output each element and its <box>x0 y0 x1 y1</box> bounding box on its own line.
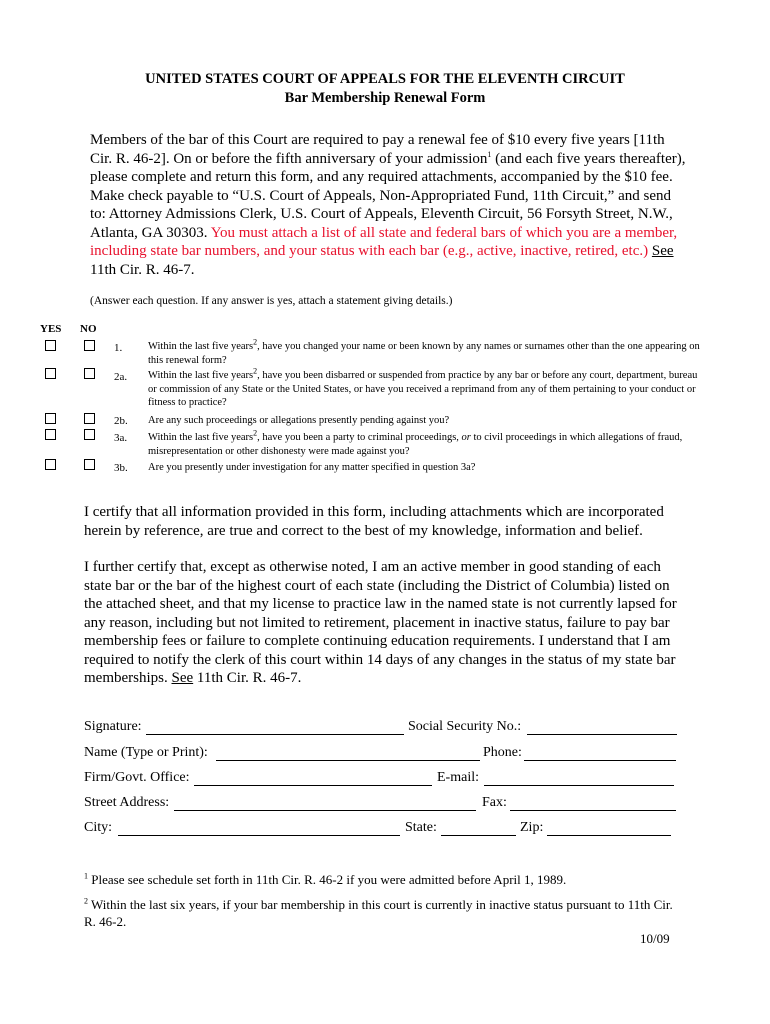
q1-yes-checkbox[interactable] <box>45 340 56 351</box>
q1-no-checkbox[interactable] <box>84 340 95 351</box>
q3b-text: Are you presently under investigation for any matter specified in question 3a? <box>148 462 476 473</box>
certification-rule-reference: 11th Cir. R. 46-7. <box>193 670 302 686</box>
state-label: State: <box>405 820 437 835</box>
email-label: E-mail: <box>437 770 479 785</box>
footnote-1 <box>84 871 684 888</box>
q3a-number: 3a. <box>114 432 128 444</box>
footnote-2-text: Within the last six years, if your bar membership in this court is currently in inactive status pursuant to 11th Cir. R. 46-2. <box>84 897 673 929</box>
answer-instructions: (Answer each question. If any answer is yes, attach a statement giving details.) <box>90 295 453 307</box>
ssn-input-line[interactable] <box>527 719 677 735</box>
no-column-label: NO <box>80 323 97 335</box>
form-revision-date: 10/09 <box>640 931 670 946</box>
footnote-1-number: 1 <box>84 871 88 881</box>
q2a-no-checkbox[interactable] <box>84 368 95 379</box>
intro-text-part2: (and each five years thereafter), please complete and return this form, and any required attachments, accompanied by the $10 fee. Make check payable to “U.S. Court of Appeals, Non-Appropriated Fund, 11th Circuit,” and send to: Attorney Admissions Clerk, U.S. Court of Appeals, Eleventh Circuit, 56 Forsyth Street, N.W., Atlanta, GA 30303. <box>90 150 686 241</box>
firm-row <box>84 770 680 788</box>
signature-label: Signature: <box>84 719 142 734</box>
q3b-number: 3b. <box>114 462 128 474</box>
see-reference: See <box>651 243 674 259</box>
q2a-text: Within the last five years$^2$, have you been disbarred or suspended from practice by any bar or before any court, department, bureau or commission of any State or the United States, or have you received a reprimand from any of them pertaining to your conduct or fitness to practice? <box>148 366 698 408</box>
court-name-heading: UNITED STATES COURT OF APPEALS FOR THE ELEVENTH CIRCUIT <box>145 71 625 87</box>
q2b-yes-checkbox[interactable] <box>45 413 56 424</box>
firm-input-line[interactable] <box>194 770 432 786</box>
name-row <box>84 745 680 763</box>
zip-label: Zip: <box>520 820 544 835</box>
street-label: Street Address: <box>84 795 170 810</box>
q3a-no-checkbox[interactable] <box>84 429 95 440</box>
q1-number: 1. <box>114 342 123 354</box>
q2b-text: Are any such proceedings or allegations presently pending against you? <box>148 415 450 426</box>
intro-text-part1: Members of the bar of this Court are required to pay a renewal fee of $10 every five years [11th Cir. R. 46-2]. On or before the fifth anniversary of your admission <box>90 132 665 167</box>
phone-label: Phone: <box>483 745 522 760</box>
form-title: Bar Membership Renewal Form <box>284 90 486 106</box>
street-input-line[interactable] <box>174 795 476 811</box>
ssn-label: Social Security No.: <box>408 719 522 734</box>
footnote-1-marker: 1 <box>487 149 492 159</box>
intro-paragraph <box>90 131 690 279</box>
q3a-yes-checkbox[interactable] <box>45 429 56 440</box>
phone-input-line[interactable] <box>524 745 676 761</box>
q2b-no-checkbox[interactable] <box>84 413 95 424</box>
q2b-number: 2b. <box>114 415 128 427</box>
yes-column-label: YES <box>40 323 62 335</box>
zip-input-line[interactable] <box>547 820 671 836</box>
attach-requirement-text: You must attach a list of all state and federal bars of which you are a member, including state bar numbers, and your status with each bar (e.g., active, inactive, retired, etc.) <box>90 224 678 259</box>
certification-see-reference: See <box>171 670 194 686</box>
city-row <box>84 820 680 838</box>
q3b-no-checkbox[interactable] <box>84 459 95 470</box>
state-input-line[interactable] <box>441 820 516 836</box>
signature-row <box>84 719 680 737</box>
street-row <box>84 795 680 813</box>
signature-input-line[interactable] <box>146 719 404 735</box>
certification-2-text: I further certify that, except as otherwise noted, I am an active member in good standing of each state bar or the bar of the highest court of each state (including the District of Columbia) listed on the attached sheet, and that my license to practice law in the named state is not currently lapsed for any reason, including but not limited to retirement, placement in inactive status, failure to pay bar membership fees or failure to complete continuing education requirements. I understand that I am required to notify the clerk of this court within 14 days of any changes in the status of my state bar memberships. <box>84 559 677 686</box>
email-input-line[interactable] <box>484 770 674 786</box>
city-label: City: <box>84 820 113 835</box>
footnote-2 <box>84 896 684 930</box>
certification-paragraph-2 <box>84 558 684 688</box>
footnote-1-text: Please see schedule set forth in 11th Cir. R. 46-2 if you were admitted before April 1, 1989. <box>88 872 567 887</box>
fax-input-line[interactable] <box>510 795 676 811</box>
rule-reference: 11th Cir. R. 46-7. <box>90 261 195 278</box>
name-input-line[interactable] <box>216 745 480 761</box>
certification-paragraph-1: I certify that all information provided in this form, including attachments which are incorporated herein by reference, are true and correct to the best of my knowledge, information and belief. <box>84 504 664 539</box>
firm-label: Firm/Govt. Office: <box>84 770 190 785</box>
q3a-text: Within the last five years$^2$, have you been a party to criminal proceedings, or to civil proceedings in which allegations of fraud, misrepresentation or other dishonesty were made against you? <box>148 428 683 457</box>
city-input-line[interactable] <box>118 820 400 836</box>
q1-text: Within the last five years$^2$, have you changed your name or been known by any names or surnames other than the one appearing on this renewal form? <box>148 337 700 366</box>
footnote-2-number: 2 <box>84 896 88 906</box>
fax-label: Fax: <box>482 795 507 810</box>
q3b-yes-checkbox[interactable] <box>45 459 56 470</box>
q2a-number: 2a. <box>114 371 128 383</box>
q2a-yes-checkbox[interactable] <box>45 368 56 379</box>
name-label: Name (Type or Print): <box>84 745 208 760</box>
